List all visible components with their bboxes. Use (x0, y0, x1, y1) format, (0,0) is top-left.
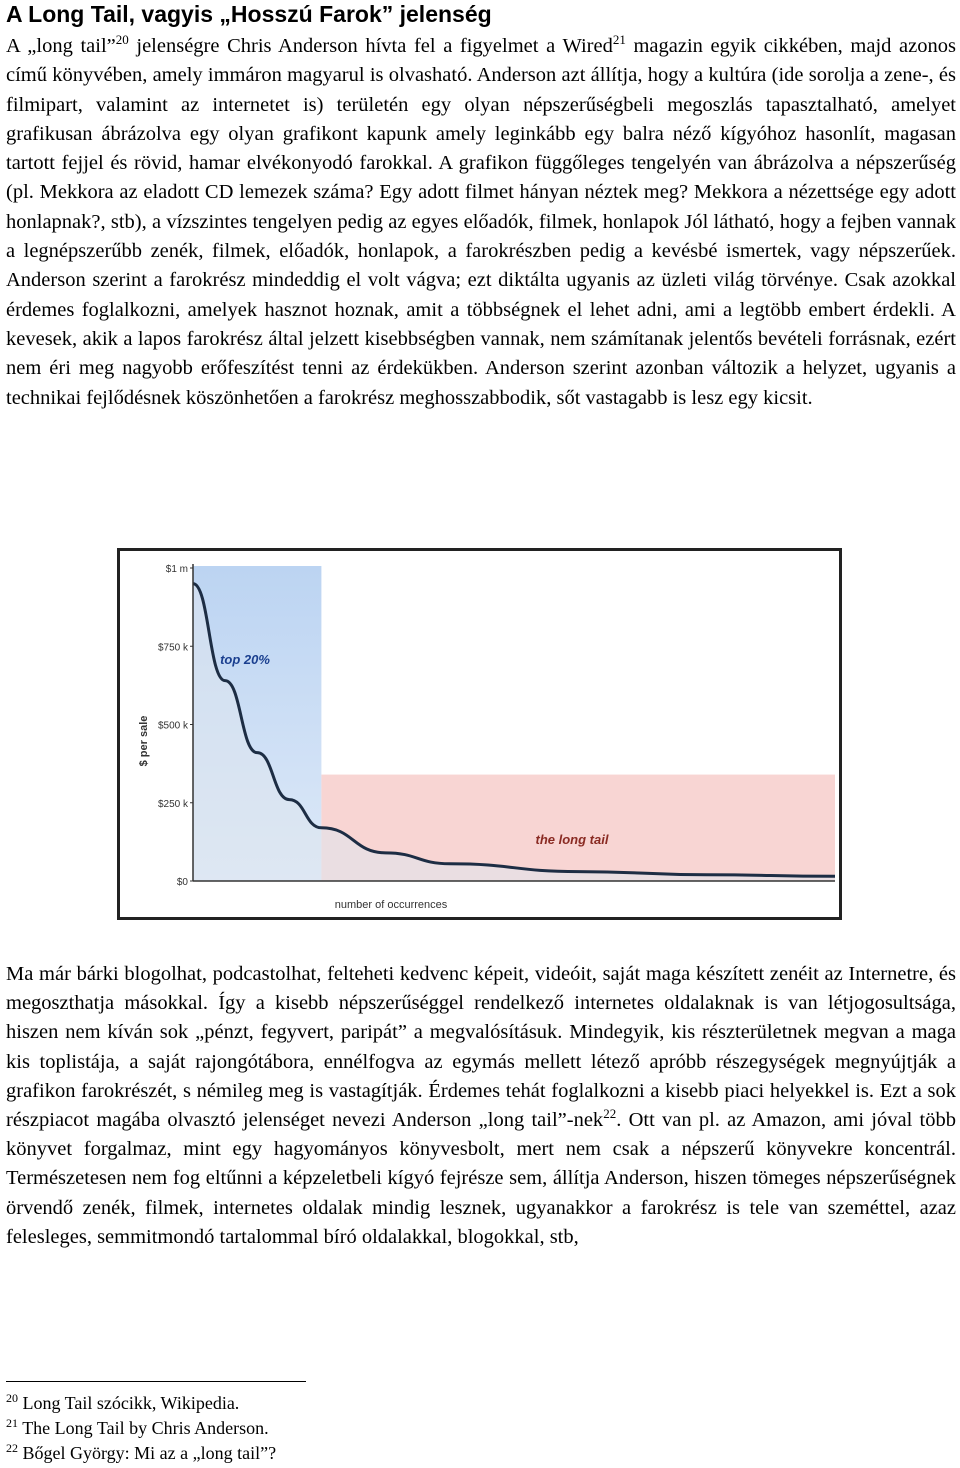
footnote-text: Bőgel György: Mi az a „long tail”? (22, 1443, 277, 1463)
footnote-number: 22 (6, 1441, 18, 1455)
chart-canvas (120, 551, 839, 917)
footnote-text: The Long Tail by Chris Anderson. (22, 1418, 269, 1438)
footnote-ref-22[interactable]: 22 (603, 1106, 617, 1122)
footnote-number: 20 (6, 1391, 18, 1405)
x-axis-label: number of occurrences (334, 899, 448, 911)
footnote-22 (6, 1441, 906, 1466)
paragraph-text: magazin egyik cikkében, majd azonos című könyvében, amely immáron magyarul is olvasható. Anderson azt állítja, hogy a kultúra (ide sorolja a zene-, és filmipart, valamint az internetet is) területén egy olyan népszerűségbeli megoszlás tapasztalható, amelyet grafikusan ábrázolva egy olyan grafikont kapunk amely leginkább egy balra néző kígyóhoz hasonlít, magasan tartott fejjel és rövid, hamar elvékonyodó farokkal. A grafikon függőleges tengelyén van ábrázolva a népszerűség (pl. Mekkora az eladott CD lemezek száma? Egy adott filmet hányan néztek meg? Mekkora a nézettsége egy adott honlapnak?, stb), a vízszintes tengelyen pedig az egyes előadók, filmek, honlapok Jól látható, hogy a fejben vannak a legnépszerűbb zenék, filmek, előadók, honlapok, a farokrészben pedig a kevésbé ismertek, vagy népszerűek. Anderson szerint a farokrész mindeddig el volt vágva; ezt diktálta ugyanis az üzleti világ törvénye. Csak azokkal érdemes foglalkozni, amelyek hasznot hoznak, amit a többségnek el lehet adni, ami a legtöbb embert érdekli. A kevesek, akik a lapos farokrész által jelzett kisebbségben vannak, nem számítanak jelentős bevételi forrásnak, ezért nem éri meg nagyobb erőfeszítést tenni az érdekükben. Anderson szerint azonban változik a helyzet, ugyanis a technikai fejlődésnek köszönhetően a farokrész meghosszabbodik, sőt vastagabb is lesz egy kicsit. (6, 35, 956, 409)
paragraph-body (6, 960, 956, 1252)
y-tick-label: $750 k (157, 642, 188, 654)
paragraph-text: A „long tail” (6, 35, 116, 57)
region-label-top-20: top 20% (220, 652, 270, 667)
footnote-ref-21[interactable]: 21 (612, 32, 626, 48)
paragraph-intro (6, 32, 956, 413)
y-axis-label: $ per sale (138, 715, 150, 767)
long-tail-chart (117, 548, 842, 920)
footnote-divider (6, 1381, 306, 1382)
footnote-ref-20[interactable]: 20 (115, 32, 129, 48)
region-label-long-tail: the long tail (535, 832, 609, 847)
paragraph-text: jelenségre Chris Anderson hívta fel a figyelmet a Wired (128, 35, 613, 57)
paragraph-text: . Ott van pl. az Amazon, ami jóval több könyvet forgalmaz, mint egy hagyományos könyvesbolt, mert nem csak a népszerű könyvekre koncentrál. Természetesen nem fog eltűnni a képzeletbeli kígyó fejrésze sem, állítja Anderson, hiszen tömeges népszerűségnek örvendő zenék, filmek, internetes oldalak mindig lesznek, ugyanakkor a farokrész is tele van szeméttel, azaz felesleges, semmitmondó tartalommal bíró oldalakkal, blogokkal, stb, (6, 1109, 956, 1248)
footnote-20 (6, 1391, 906, 1416)
page-title: A Long Tail, vagyis „Hosszú Farok” jelenség (6, 1, 492, 27)
footnotes (6, 1391, 906, 1466)
paragraph-text: Ma már bárki blogolhat, podcastolhat, felteheti kedvenc képeit, videóit, saját maga készített zenéit az Internetre, és megoszthatja másokkal. Így a kisebb népszerűséggel rendelkező internetes oldalaknak is van létjogosultsága, hiszen nem kíván sok „pénzt, fegyvert, paripát” a megvalósításuk. Mindegyik, kis részterületnek megvan a maga kis toplistája, a saját rajongótábora, ennélfogva az egymás mellett létező apróbb részegységek megnyújtják a grafikon farokrészét, s némileg meg is vastagítják. Érdemes tehát foglalkozni a kisebb piaci helyekkel is. Ezt a sok részpiacot magába olvasztó jelenséget nevezi Anderson „long tail”-nek (6, 963, 956, 1132)
footnote-21 (6, 1416, 906, 1441)
footnote-text: Long Tail szócikk, Wikipedia. (22, 1393, 240, 1413)
y-tick-label: $0 (176, 877, 188, 888)
y-tick-label: $250 k (157, 798, 188, 810)
y-tick-label: $1 m (165, 564, 188, 575)
footnote-number: 21 (6, 1416, 18, 1430)
y-tick-label: $500 k (157, 720, 188, 732)
